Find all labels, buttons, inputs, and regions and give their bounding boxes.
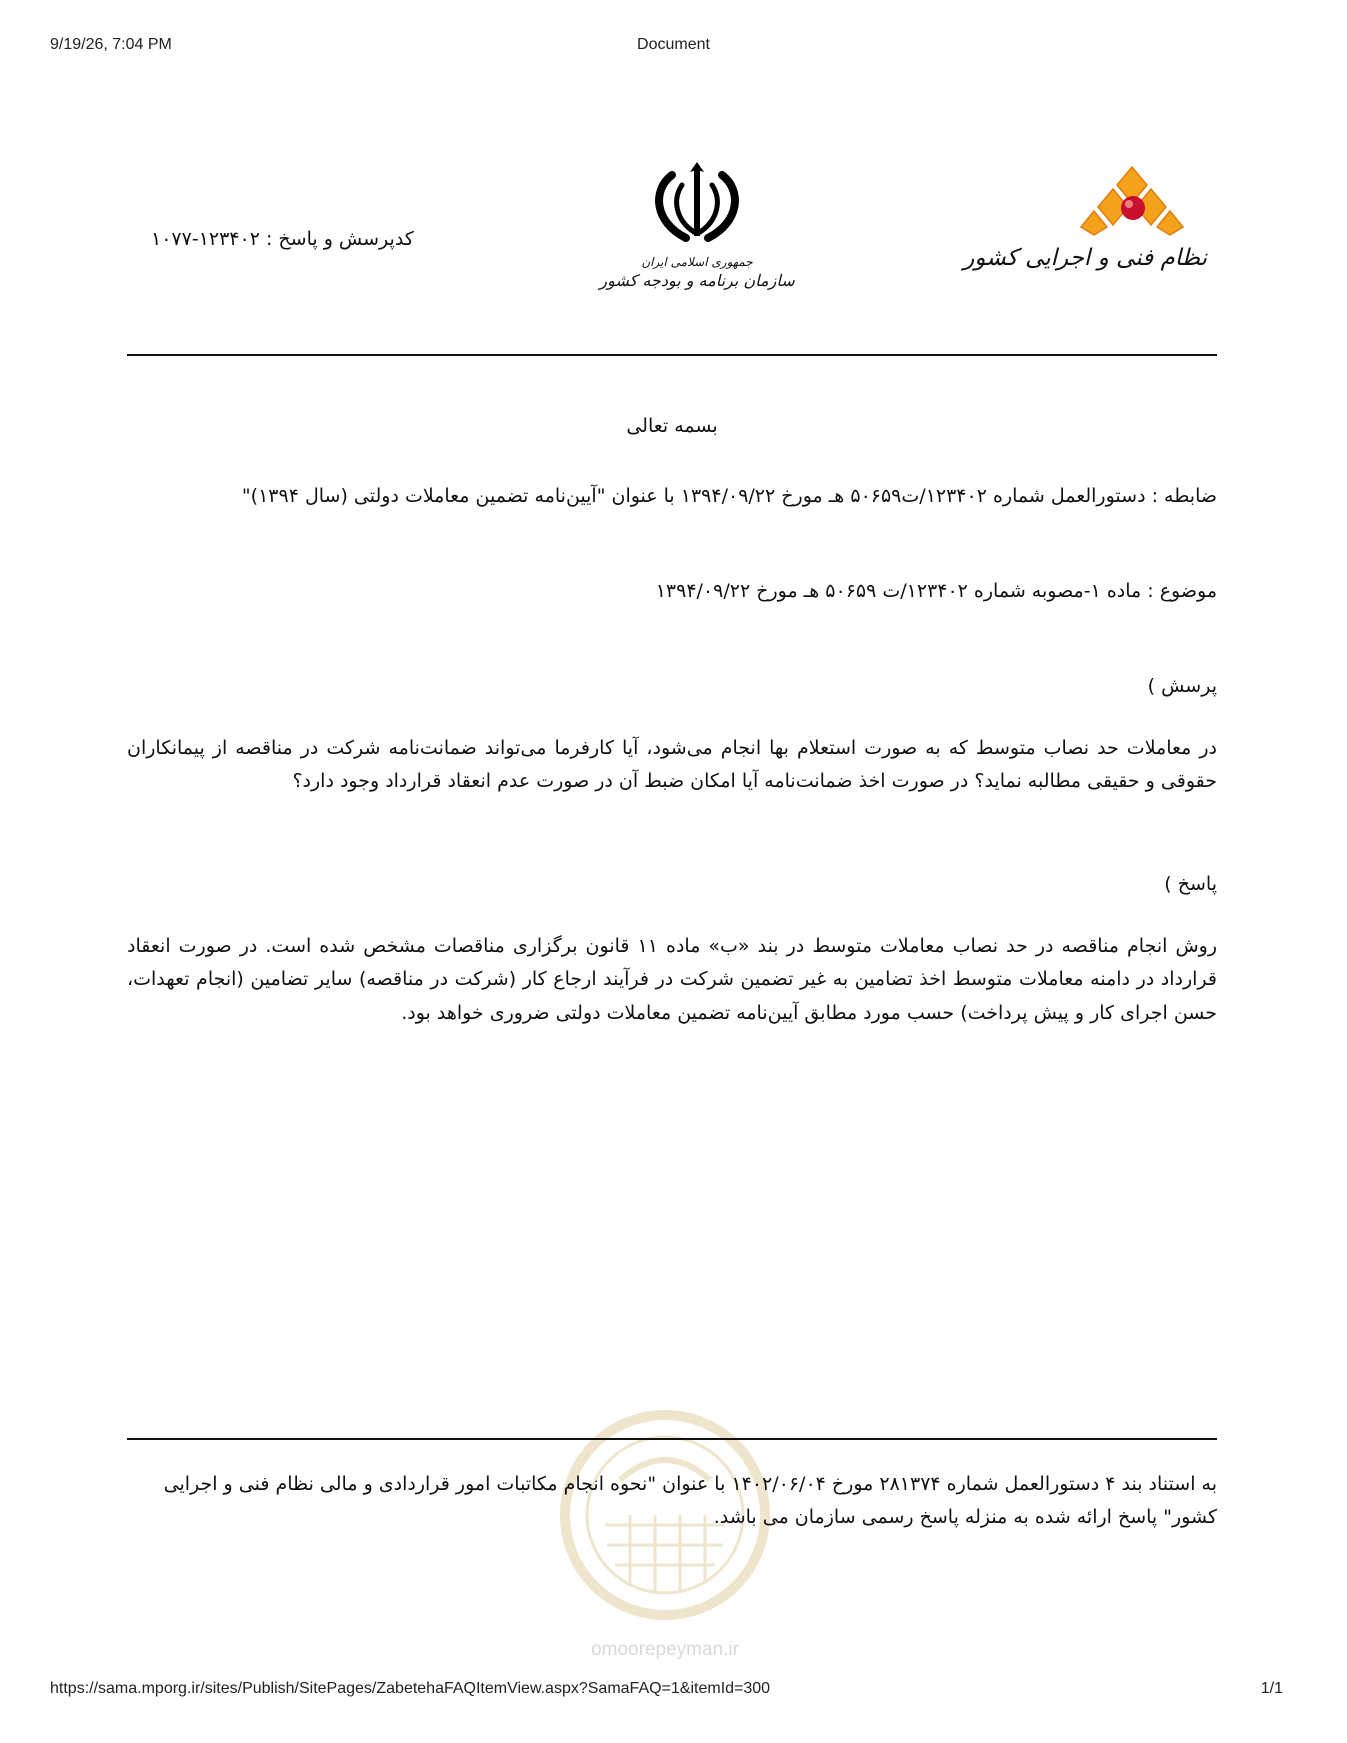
emblem-caption-organization: سازمان برنامه و بودجه کشور (599, 271, 795, 291)
question-text: در معاملات حد نصاب متوسط که به صورت استعلام بها انجام می‌شود، آیا کارفرما می‌تواند ضمانت‌نامه شرکت در مناقصه از پیمانکاران حقوقی و حقیقی مطالبه نماید؟ در صورت اخذ ضمانت‌نامه آیا امکان ضبط آن در صورت عدم انعقاد قرارداد وجود دارد؟ (127, 737, 1217, 793)
nezam-fani-logo (963, 165, 1207, 271)
faq-code: کدپرسش و پاسخ : ۱۲۳۴۰۲-۱۰۷۷ (151, 228, 414, 250)
iran-emblem (597, 160, 797, 292)
question-heading: پرسش ) (1147, 675, 1217, 697)
iran-emblem-icon (642, 160, 752, 250)
nezam-fani-logo-icon (1077, 165, 1187, 237)
emblem-caption-country: جمهوری اسلامی ایران (641, 255, 753, 269)
invocation: بسمه تعالی (626, 415, 718, 437)
organization-name: نظام فنی و اجرایی کشور (963, 245, 1207, 271)
letterhead (127, 150, 1217, 325)
print-datetime: 9/19/26, 7:04 PM (50, 36, 172, 53)
header-divider (127, 354, 1217, 356)
print-document-title: Document (637, 36, 710, 53)
subject-line: موضوع : ماده ۱-مصوبه شماره ۱۲۳۴۰۲/ت ۵۰۶۵۹ هـ مورخ ۱۳۹۴/۰۹/۲۲ (655, 580, 1217, 602)
page-number: 1/1 (1260, 1680, 1283, 1697)
footer-note: به استناد بند ۴ دستورالعمل شماره ۲۸۱۳۷۴ مورخ ۱۴۰۲/۰۶/۰۴ با عنوان "نحوه انجام مکاتبات امور قراردادی و مالی نظام فنی و اجرایی کشور" پاسخ ارائه شده به منزله پاسخ رسمی سازمان می باشد. (163, 1473, 1217, 1529)
regulation-line: ضابطه : دستورالعمل شماره ۱۲۳۴۰۲/ت۵۰۶۵۹ هـ مورخ ۱۳۹۴/۰۹/۲۲ با عنوان "آیین‌نامه تضمین معاملات دولتی (سال ۱۳۹۴)" (241, 485, 1217, 507)
answer-text: روش انجام مناقصه در حد نصاب معاملات متوسط در بند «ب» ماده ۱۱ قانون برگزاری مناقصات مشخص شده است. در صورت انعقاد قرارداد در دامنه معاملات متوسط اخذ تضامین به غیر تضمین شرکت در فرآیند ارجاع کار (شرکت در مناقصه) سایر تضامین (انجام تعهدات، حسن اجرای کار و پیش پرداخت) حسب مورد مطابق آیین‌نامه تضمین معاملات دولتی ضروری خواهد بود. (127, 935, 1217, 1024)
answer-heading: پاسخ ) (1164, 873, 1217, 895)
footer-divider (127, 1438, 1217, 1440)
watermark-site: omoorepeyman.ir (591, 1639, 739, 1660)
page-url: https://sama.mporg.ir/sites/Publish/SitePages/ZabetehaFAQItemView.aspx?SamaFAQ=1&itemId=300 (50, 1680, 771, 1697)
